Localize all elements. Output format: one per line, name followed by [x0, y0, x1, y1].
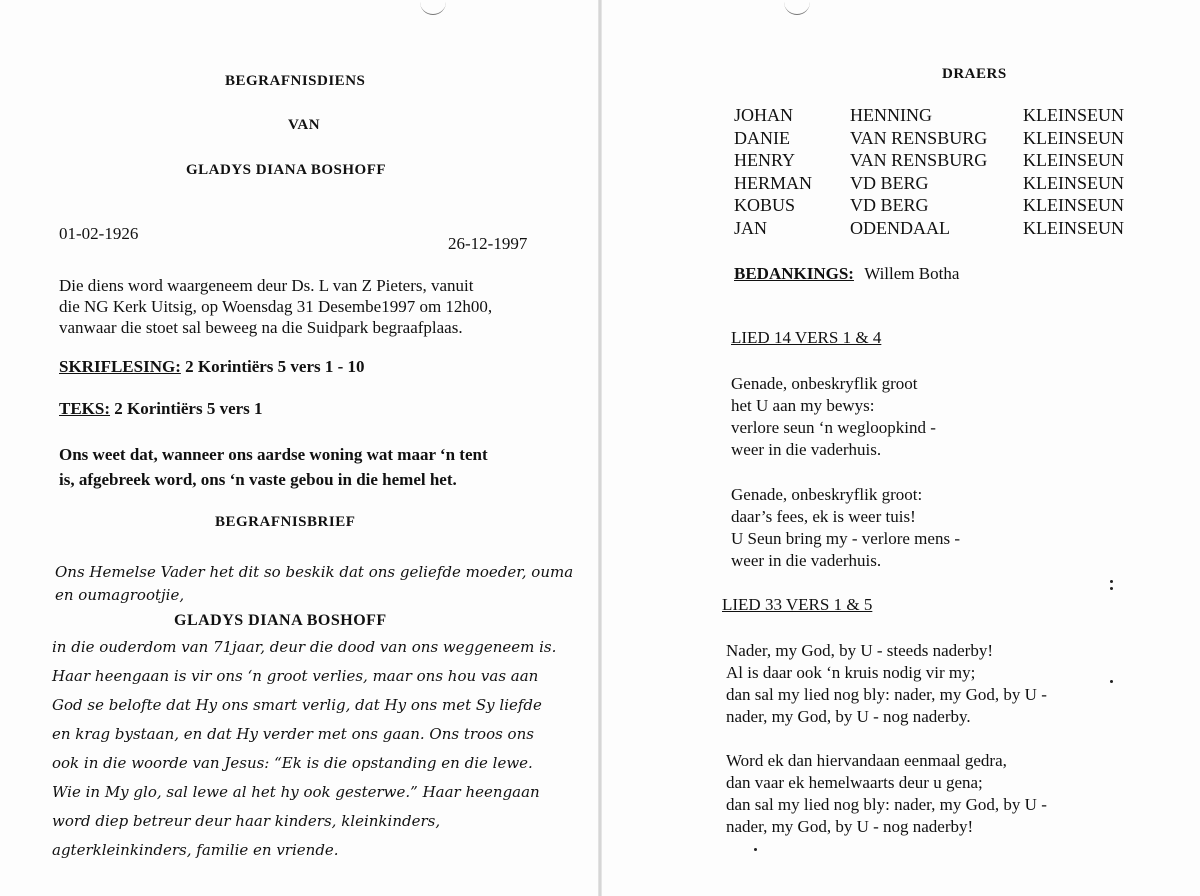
service-details [59, 275, 492, 338]
verse-line: dan sal my lied nog bly: nader, my God, by U - [726, 685, 1047, 704]
service-line: die NG Kerk Uitsig, op Woensdag 31 Desembe1997 om 12h00, [59, 297, 493, 316]
scan-speck [1110, 580, 1113, 583]
pallbearer-first-name: HENRY [734, 150, 796, 170]
pallbearer-row [734, 149, 1124, 172]
pallbearer-last-name: VD BERG [850, 195, 929, 215]
letter-intro [55, 558, 573, 610]
scan-speck [1110, 680, 1113, 683]
verse-line: Al is daar ook ‘n kruis nodig vir my; [726, 663, 976, 682]
pallbearer-last-name: VAN RENSBURG [850, 150, 988, 170]
verse-line: verlore seun ‘n wegloopkind - [731, 418, 936, 437]
verse-line: nader, my God, by U - nog naderby! [726, 817, 974, 836]
pallbearer-relation: KLEINSEUN [1023, 217, 1124, 238]
scan-speck [1110, 587, 1113, 590]
service-line: Die diens word waargeneem deur Ds. L van Z Pieters, vanuit [59, 276, 474, 295]
lied-33-verse-2 [726, 750, 1047, 838]
page-fold [598, 0, 602, 896]
letter-deceased-name: GLADYS DIANA BOSHOFF [174, 612, 387, 629]
pallbearer-first-name: DANIE [734, 127, 790, 148]
lied-14-title: LIED 14 VERS 1 & 4 [731, 328, 882, 347]
letter-line: Ons Hemelse Vader het dit so beskik dat ons geliefde moeder, ouma [55, 563, 574, 581]
pallbearer-first-name: JAN [734, 217, 768, 238]
pallbearer-last-name: ODENDAAL [850, 217, 950, 238]
bedankings-value: Willem Botha [864, 264, 960, 283]
letter-line: Wie in My glo, sal lewe al het hy ook gesterwe.” Haar heengaan [52, 783, 540, 801]
letter-line: en oumagrootjie, [55, 586, 185, 604]
verse-line: nader, my God, by U - nog naderby. [726, 707, 971, 726]
pallbearer-row [734, 172, 1124, 195]
skriflesing [59, 357, 365, 377]
pallbearer-row [734, 217, 1124, 240]
letter-line: en krag bystaan, en dat Hy verder met ons gaan. Ons troos ons [52, 725, 534, 743]
verse-line: Genade, onbeskryflik groot [731, 374, 918, 393]
pallbearer-row [734, 104, 1124, 127]
lied-33-verse-1 [726, 640, 1047, 728]
letter-body [52, 633, 556, 865]
lied-14-verse-2 [731, 484, 960, 572]
draers-title: DRAERS [942, 66, 1007, 82]
lied-33-title: LIED 33 VERS 1 & 5 [722, 595, 873, 614]
pallbearer-relation: KLEINSEUN [1023, 150, 1124, 170]
skriflesing-label: SKRIFLESING: [59, 357, 181, 376]
pallbearer-relation: KLEINSEUN [1023, 105, 1124, 125]
teks-value: 2 Korintiërs 5 vers 1 [110, 399, 263, 418]
verse-line: Nader, my God, by U - steeds naderby! [726, 641, 993, 660]
scan-speck [754, 848, 757, 851]
verse-line: dan sal my lied nog bly: nader, my God, by U - [726, 795, 1047, 814]
brief-title: BEGRAFNISBRIEF [215, 514, 356, 530]
van-heading: VAN [288, 117, 321, 133]
pallbearer-first-name: JOHAN [734, 105, 794, 125]
verse-line: Word ek dan hiervandaan eenmaal gedra, [726, 751, 1007, 770]
letter-line: agterkleinkinders, familie en vriende. [52, 841, 339, 859]
death-date: 26-12-1997 [448, 234, 528, 253]
pallbearer-relation: KLEINSEUN [1023, 127, 1124, 148]
quote-line: Ons weet dat, wanneer ons aardse woning wat maar ‘n tent [59, 445, 488, 464]
pallbearer-row [734, 194, 1124, 217]
service-line: vanwaar die stoet sal beweeg na die Suidpark begraafplaas. [59, 318, 463, 337]
pallbearer-first-name: HERMAN [734, 172, 813, 193]
pallbearers-table [734, 104, 1124, 239]
verse-line: weer in die vaderhuis. [731, 551, 882, 570]
pallbearer-relation: KLEINSEUN [1023, 172, 1124, 193]
verse-line: dan vaar ek hemelwaarts deur u gena; [726, 773, 983, 792]
letter-line: word diep betreur deur haar kinders, kleinkinders, [52, 812, 441, 830]
verse-line: Genade, onbeskryflik groot: [731, 485, 923, 504]
letter-line: in die ouderdom van 71jaar, deur die dood van ons weggeneem is. [52, 638, 557, 656]
pallbearer-last-name: VAN RENSBURG [850, 127, 988, 148]
bedankings-label: BEDANKINGS: [734, 264, 854, 283]
birth-date: 01-02-1926 [59, 224, 139, 243]
teks-label: TEKS: [59, 399, 111, 418]
verse-line: daar’s fees, ek is weer tuis! [731, 507, 916, 526]
verse-line: het U aan my bewys: [731, 396, 875, 415]
teks [59, 399, 263, 419]
lied-14-verse-1 [731, 373, 936, 461]
scripture-quote [59, 442, 488, 492]
skriflesing-value: 2 Korintiërs 5 vers 1 - 10 [180, 357, 365, 376]
verse-line: U Seun bring my - verlore mens - [731, 529, 960, 548]
pallbearer-relation: KLEINSEUN [1023, 195, 1124, 215]
pallbearer-last-name: HENNING [850, 105, 932, 125]
quote-line: is, afgebreek word, ons ‘n vaste gebou in die hemel het. [59, 470, 457, 489]
service-title: BEGRAFNISDIENS [225, 73, 366, 89]
pallbearer-row [734, 127, 1124, 150]
bedankings [734, 264, 959, 284]
pallbearer-last-name: VD BERG [850, 172, 929, 193]
letter-line: God se belofte dat Hy ons smart verlig, dat Hy ons met Sy liefde [52, 696, 542, 714]
pallbearer-first-name: KOBUS [734, 195, 796, 215]
letter-line: Haar heengaan is vir ons ‘n groot verlies, maar ons hou vas aan [52, 667, 539, 685]
deceased-name: GLADYS DIANA BOSHOFF [186, 162, 387, 178]
letter-line: ook in die woorde van Jesus: “Ek is die opstanding en die lewe. [52, 754, 533, 772]
verse-line: weer in die vaderhuis. [731, 440, 882, 459]
